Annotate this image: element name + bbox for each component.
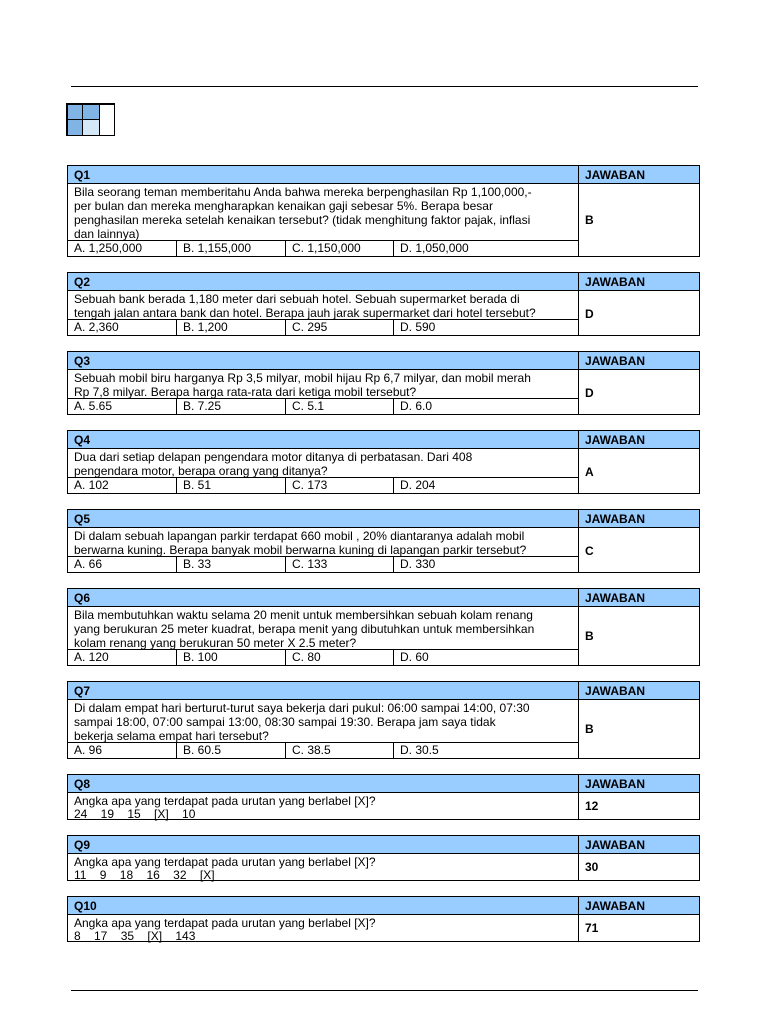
question-text: Bila membutuhkan waktu selama 20 menit untuk membersihkan sebuah kolam renang yang berukuran 25 meter kuadrat, berapa menit yang dibutuhkan untuk membersihkan kolam renang yang berukuran 50 meter X 2.5 meter? (74, 608, 535, 650)
answer-value: C (585, 544, 594, 558)
option-c: C. 1,150,000 (286, 241, 394, 256)
answer-header: JAWABAN (585, 684, 646, 698)
option-b: B. 1,155,000 (177, 241, 286, 256)
answer-header: JAWABAN (585, 512, 646, 526)
question-block-q4 (67, 430, 700, 494)
question-number: Q2 (74, 275, 91, 289)
option-a: A. 5.65 (68, 399, 177, 414)
answer-value: 71 (585, 921, 599, 935)
answer-value: B (585, 722, 594, 736)
question-text: Angka apa yang terdapat pada urutan yang berlabel [X]? (74, 855, 376, 869)
options-row (68, 398, 578, 414)
option-d: D. 30.5 (400, 743, 439, 757)
answer-value: D (585, 307, 594, 321)
option-c: C. 80 (286, 650, 394, 665)
option-c: C. 173 (286, 478, 394, 493)
question-block-q10 (67, 896, 700, 942)
option-b: B. 51 (177, 478, 286, 493)
question-number: Q10 (74, 899, 97, 913)
option-d: D. 590 (400, 320, 436, 334)
answer-value: 12 (585, 799, 599, 813)
question-number: Q8 (74, 777, 91, 791)
answer-header: JAWABAN (585, 591, 646, 605)
option-d: D. 1,050,000 (400, 241, 469, 255)
answer-header: JAWABAN (585, 838, 646, 852)
option-d: D. 204 (400, 478, 436, 492)
answer-header: JAWABAN (585, 354, 646, 368)
answer-header: JAWABAN (585, 275, 646, 289)
question-block-q5 (67, 509, 700, 573)
bottom-rule (71, 990, 698, 991)
question-block-q1 (67, 165, 700, 257)
options-row (68, 477, 578, 493)
answer-value: D (585, 386, 594, 400)
question-number: Q6 (74, 591, 91, 605)
option-b: B. 7.25 (177, 399, 286, 414)
answer-value: 30 (585, 860, 599, 874)
option-b: B. 33 (177, 557, 286, 572)
question-block-q8 (67, 774, 700, 820)
answer-header: JAWABAN (585, 433, 646, 447)
top-rule (71, 86, 698, 87)
answer-header: JAWABAN (585, 168, 646, 182)
option-d: D. 60 (400, 650, 429, 664)
answer-header: JAWABAN (585, 777, 646, 791)
options-row (68, 742, 578, 758)
question-number: Q5 (74, 512, 91, 526)
answer-header: JAWABAN (585, 899, 646, 913)
question-block-q3 (67, 351, 700, 415)
logo-grid-icon (66, 103, 115, 136)
option-d: D. 330 (400, 557, 436, 571)
options-row (68, 240, 578, 256)
question-block-q6 (67, 588, 700, 666)
answer-value: B (585, 629, 594, 643)
question-block-q7 (67, 681, 700, 759)
question-text: Di dalam empat hari berturut-turut saya bekerja dari pukul: 06:00 sampai 14:00, 07:30 sampai 18:00, 07:00 sampai 13:00, 08:30 sampai 19:30. Berapa jam saya tidak bekerja selama empat hari tersebut? (74, 701, 530, 743)
option-c: C. 133 (286, 557, 394, 572)
question-text: Angka apa yang terdapat pada urutan yang berlabel [X]? (74, 794, 376, 808)
option-c: C. 38.5 (286, 743, 394, 758)
question-number: Q9 (74, 838, 91, 852)
option-d: D. 6.0 (400, 399, 433, 413)
question-number: Q7 (74, 684, 91, 698)
question-text: Bila seorang teman memberitahu Anda bahwa mereka berpenghasilan Rp 1,100,000,- per bulan dan mereka mengharapkan kenaikan gaji sebesar 5%. Berapa besar penghasilan mereka setelah kenaikan tersebut? (tidak menghitung faktor pajak, inflasi dan lainnya) (74, 185, 532, 241)
option-a: A. 96 (68, 743, 177, 758)
number-sequence: 24 19 15 [X] 10 (74, 807, 196, 821)
option-a: A. 120 (68, 650, 177, 665)
option-b: B. 1,200 (177, 320, 286, 335)
option-a: A. 102 (68, 478, 177, 493)
question-text: Dua dari setiap delapan pengendara motor ditanya di perbatasan. Dari 408 pengendara motor, berapa orang yang ditanya? (74, 450, 473, 478)
number-sequence: 11 9 18 16 32 [X] (74, 868, 215, 882)
question-text: Sebuah bank berada 1,180 meter dari sebuah hotel. Sebuah supermarket berada di tengah jalan antara bank dan hotel. Berapa jauh jarak supermarket dari hotel tersebut? (74, 292, 536, 320)
answer-value: B (585, 213, 594, 227)
option-c: C. 5.1 (286, 399, 394, 414)
option-b: B. 60.5 (177, 743, 286, 758)
options-row (68, 319, 578, 335)
option-a: A. 1,250,000 (68, 241, 177, 256)
number-sequence: 8 17 35 [X] 143 (74, 929, 196, 943)
question-number: Q4 (74, 433, 91, 447)
question-text: Angka apa yang terdapat pada urutan yang berlabel [X]? (74, 916, 376, 930)
question-block-q2 (67, 272, 700, 336)
option-a: A. 66 (68, 557, 177, 572)
option-a: A. 2,360 (68, 320, 177, 335)
options-row (68, 556, 578, 572)
question-text: Sebuah mobil biru harganya Rp 3,5 milyar, mobil hijau Rp 6,7 milyar, dan mobil merah Rp 7,8 milyar. Berapa harga rata-rata dari ketiga mobil tersebut? (74, 371, 531, 399)
answer-value: A (585, 465, 594, 479)
question-text: Di dalam sebuah lapangan parkir terdapat 660 mobil , 20% diantaranya adalah mobil berwarna kuning. Berapa banyak mobil berwarna kuning di lapangan parkir tersebut? (74, 529, 527, 557)
options-row (68, 649, 578, 665)
option-b: B. 100 (177, 650, 286, 665)
question-block-q9 (67, 835, 700, 881)
option-c: C. 295 (286, 320, 394, 335)
question-number: Q1 (74, 168, 91, 182)
question-number: Q3 (74, 354, 91, 368)
